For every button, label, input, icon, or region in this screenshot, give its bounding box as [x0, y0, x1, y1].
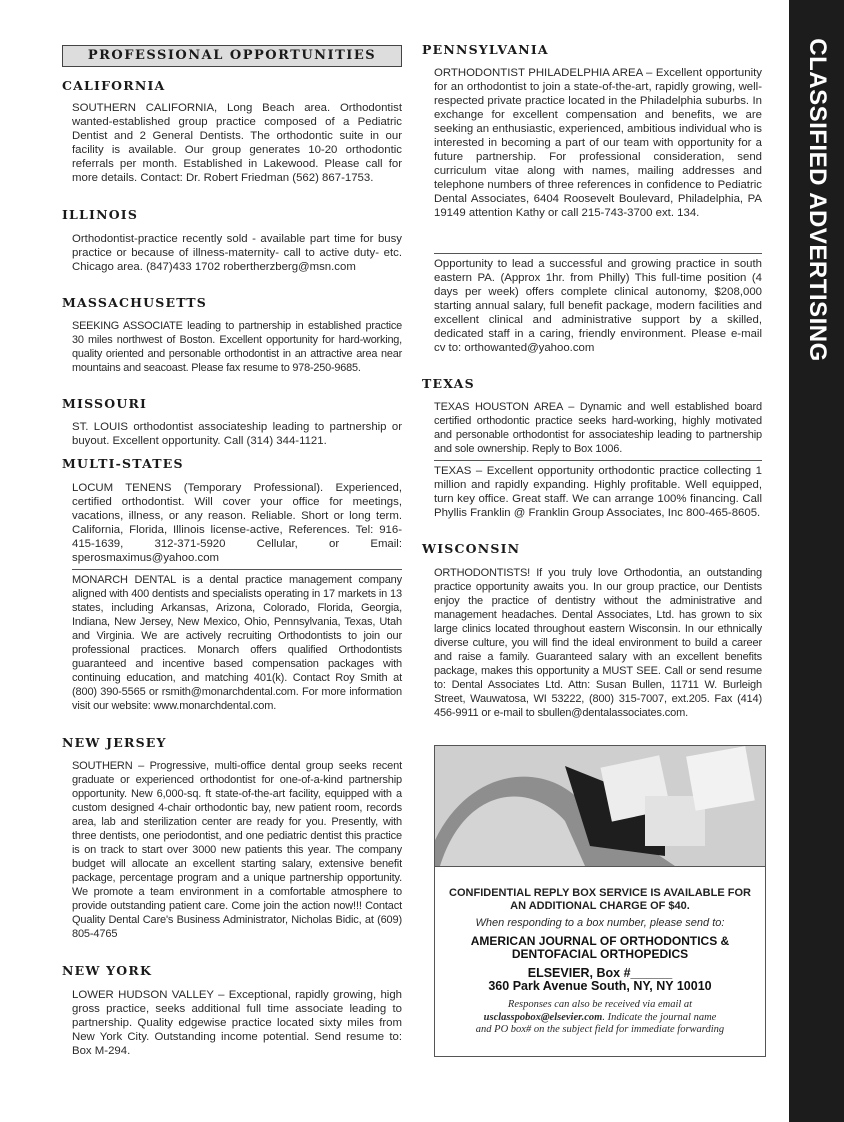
mailbox-illustration	[435, 746, 765, 867]
heading-new-york: NEW YORK	[62, 963, 153, 978]
heading-massachusetts: MASSACHUSETTS	[62, 295, 208, 310]
ad-new-york: LOWER HUDSON VALLEY – Exceptional, rapidly growing, high gross practice, seeks additional full time associate leading to partnership. Quality edgewise practice located sixty miles from New York City. Outstanding income potential. Send resume to: Box M-294.	[72, 989, 402, 1057]
address-line-1: ELSEVIER, Box #______	[527, 966, 673, 980]
address-line-2: 360 Park Avenue South, NY, NY 10010	[488, 979, 712, 993]
ad-wisconsin: ORTHODONTISTS! If you truly love Orthodontia, an outstanding practice opportunity awaits you. In our group practice, our Dentists enjoy the practice of dentistry without the administrative and management headaches. Dental Associates, Ltd. has grown to six large clinics located throughout eastern Wisconsin. In our ethnically diverse culture, you will find the ideal environment to build a career and raise a family. Guaranteed salary with an excellent benefits package, makes this opportunity a MUST SEE. Call or send resume to: Dental Associates Ltd. Attn: Susan Bullen, 11711 W. Burleigh Street, Wauwatosa, WI 53222, (800) 315-7007, ext.205. Fax (414) 456-9911 or e-mail to sbullen@dentalassociates.com.	[434, 567, 762, 719]
ad-illinois: Orthodontist-practice recently sold - available part time for busy practice or because of illness-maternity- call to active duty- etc. Chicago area. (847)433 1702 robertherzberg@msn.com	[72, 233, 402, 273]
email-note	[435, 999, 765, 1037]
charge-line-1: CONFIDENTIAL REPLY BOX SERVICE IS AVAILABLE FOR	[449, 887, 751, 899]
journal-name	[435, 935, 765, 961]
send-to-instruction: When responding to a box number, please send to:	[475, 917, 725, 929]
heading-missouri: MISSOURI	[62, 396, 148, 411]
ad-massachusetts: SEEKING ASSOCIATE leading to partnership in established practice 30 miles northwest of Boston. Excellent opportunity for hard-working, quality oriented and personable orthodontist in an attractive area near mountains and seacoast. Please fax resume to 978-250-9685.	[72, 320, 402, 374]
ad-texas-franklin: TEXAS – Excellent opportunity orthodontic practice collecting 1 million and rapidly expanding. Highly profitable. Well equipped, turn key office. Great staff. We can arrange 100% financing. Call Phyllis Franklin @ Franklin Group Associates, Inc 800-465-8605.	[434, 465, 762, 519]
reply-box-notice	[434, 745, 766, 1057]
heading-illinois: ILLINOIS	[62, 207, 139, 222]
sidebar-title: CLASSIFIED ADVERTISING	[803, 38, 831, 362]
heading-pennsylvania: PENNSYLVANIA	[422, 42, 549, 57]
heading-multi-states: MULTI-STATES	[62, 456, 184, 471]
divider	[434, 460, 762, 461]
heading-texas: TEXAS	[422, 376, 475, 391]
ad-southeastern-pa: Opportunity to lead a successful and growing practice in south eastern PA. (Approx 1hr. from Philly) This full-time position (4 days per week) offers complete clinical autonomy, $208,000 starting annual salary, full benefit package, modern facilities and excellent clinical and administrative support by a skilled, dedicated staff in a caring, friendly environment. Please e-mail cv to: orthowanted@yahoo.com	[434, 258, 762, 354]
heading-wisconsin: WISCONSIN	[422, 541, 521, 556]
email-note-line-1: Responses can also be received via email at	[507, 999, 693, 1010]
ad-philadelphia: ORTHODONTIST PHILADELPHIA AREA – Excellent opportunity for an orthodontist to join a state-of-the-art, rapidly growing, well-respected private practice located in the Philadelphia suburbs. In exchange for excellent compensation and benefits, we are seeking an enthusiastic, experienced, ambitious individual who is interested in becoming a part of our team with opportunity for a future partnership. For professional consideration, send curriculum vitae along with names, mailing addresses and telephone numbers of three references in confidence to Pediatric Dental Associates, 6404 Roosevelt Boulevard, Philadelphia, PA 19149 attention Kathy or call 215-743-3700 ext. 134.	[434, 67, 762, 219]
ad-texas-houston: TEXAS HOUSTON AREA – Dynamic and well established board certified orthodontic practice seeks hard-working, highly motivated and personable orthodontist for associateship leading to partnership and sole ownership. Reply to Box 1006.	[434, 401, 762, 455]
charge-line-2: AN ADDITIONAL CHARGE OF $40.	[510, 900, 690, 912]
classified-sidebar	[789, 0, 844, 1122]
email-note-line-2: . Indicate the journal name	[602, 1011, 717, 1023]
divider	[434, 253, 762, 254]
ad-locum-tenens: LOCUM TENENS (Temporary Professional). Experienced, certified orthodontist. Will cover your office for meetings, vacations, illness, or any reason. Reliable. Short or long term. California, Florida, Illinois license-active, References. Tel: 916-415-1639, 312-371-5920 Cellular, or Email: sperosmaximus@yahoo.com	[72, 482, 402, 564]
heading-new-jersey: NEW JERSEY	[62, 735, 167, 750]
email-note-line-3: and PO box# on the subject field for immediate forwarding	[475, 1024, 725, 1035]
divider	[72, 569, 402, 570]
mailing-address	[435, 967, 765, 993]
section-banner: PROFESSIONAL OPPORTUNITIES	[62, 45, 402, 67]
journal-line-2: DENTOFACIAL ORTHOPEDICS	[511, 947, 689, 961]
journal-line-1: AMERICAN JOURNAL OF ORTHODONTICS &	[470, 934, 730, 948]
ad-new-jersey: SOUTHERN – Progressive, multi-office dental group seeks recent graduate or experienced orthodontist for one-of-a-kind partnership opportunity. New 6,000-sq. ft state-of-the-art facility, equipped with a custom designed 4-chair orthodontic bay, new patient room, records area, lab and sterilization center are ready for you. Presently, with three dentists, one periodontist, and one pediatric dentist this practice is on track to start over 3000 new patients this year. The company budget will allocate an excellent starting salary, extensive benefit package, percentage program and a unique partnership opportunity. We promote a team environment in a comfortable atmosphere to provide outstanding patient care. Come join the action now!!! Contact Quality Dental Care's Business Administrator, Nicholas Bidic, at (609) 805-4765	[72, 760, 402, 940]
ad-monarch-dental: MONARCH DENTAL is a dental practice management company aligned with 400 dentists and specialists operating in 17 markets in 13 states, including Arkansas, Arizona, Colorado, Florida, Georgia, Indiana, New Jersey, New Mexico, Ohio, Pennsylvania, Texas, Utah and Virginia. We are actively recruiting Orthodontists to join our professional practices. Monarch offers qualified Orthodontists guaranteed and incentive based compensation packages with continuing education, and matching 401(k). Contact Roy Smith at (800) 390-5565 or rsmith@monarchdental.com. For more information visit our website: www.monarchdental.com.	[72, 574, 402, 712]
ad-missouri: ST. LOUIS orthodontist associateship leading to partnership or buyout. Excellent opportunity. Call (314) 344-1121.	[72, 421, 402, 447]
reply-email-link[interactable]: usclasspobox@elsevier.com	[483, 1011, 603, 1023]
ad-california: SOUTHERN CALIFORNIA, Long Beach area. Orthodontist wanted-established group practice composed of a Pediatric Dentist and 2 General Dentists. The orthodontic suite in our facility is available. Our group generates 10-20 orthodontic referrals per month. Established in Lakewood. Please call for more details. Contact: Dr. Robert Friedman (562) 867-1753.	[72, 102, 402, 184]
reply-box-charge	[435, 887, 765, 913]
heading-california: CALIFORNIA	[62, 78, 166, 93]
